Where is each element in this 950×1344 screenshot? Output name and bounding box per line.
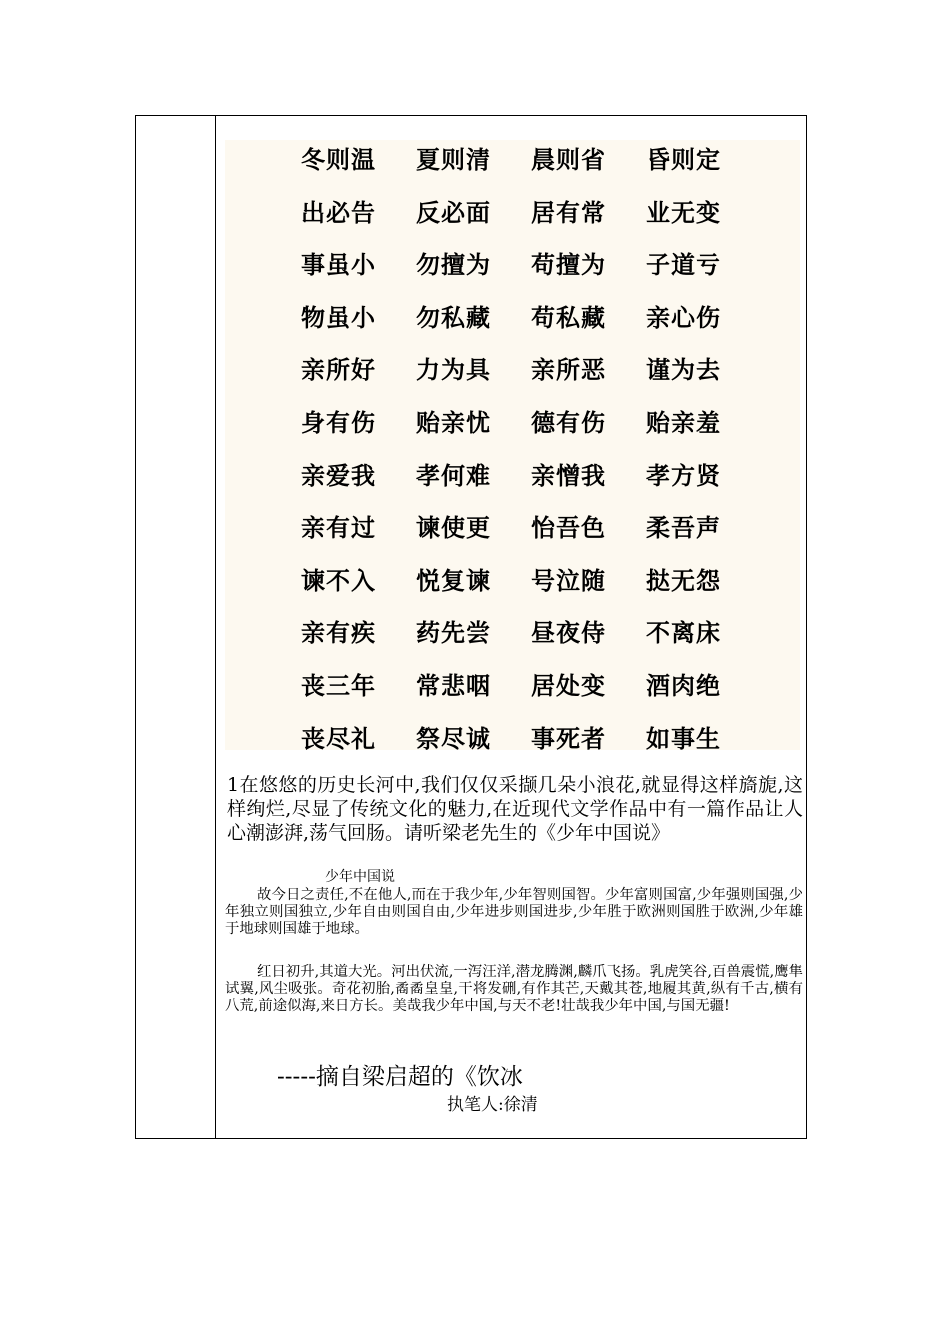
verse-phrase: 祭尽诚 xyxy=(416,723,491,753)
verse-phrase: 亲有疾 xyxy=(301,618,376,648)
verse-row xyxy=(225,298,800,350)
intro-paragraph: 1在悠悠的历史长河中,我们仅仅采撷几朵小浪花,就显得这样旖旎,这样绚烂,尽显了传统文化的魅力,在近现代文学作品中有一篇作品让人心潮澎湃,荡气回肠。请听梁老先生的《少年中国说》 xyxy=(227,774,803,844)
verse-phrase: 子道亏 xyxy=(646,250,721,280)
verse-phrase: 亲所恶 xyxy=(531,355,606,385)
verse-phrase: 谨为去 xyxy=(646,355,721,385)
poem-title: 少年中国说 xyxy=(325,869,395,885)
verse-phrase: 悦复谏 xyxy=(416,565,491,595)
verse-phrase: 亲所好 xyxy=(301,355,376,385)
verse-block xyxy=(225,140,800,753)
verse-phrase: 力为具 xyxy=(416,355,491,385)
label-column xyxy=(136,116,216,1138)
verse-row xyxy=(225,456,800,508)
verse-phrase: 勿擅为 xyxy=(416,250,491,280)
verse-phrase: 谏不入 xyxy=(301,565,376,595)
verse-phrase: 夏则清 xyxy=(416,145,491,174)
verse-phrase: 如事生 xyxy=(646,723,721,753)
verse-phrase: 业无变 xyxy=(646,197,721,227)
verse-phrase: 冬则温 xyxy=(301,145,376,174)
verse-row xyxy=(225,666,800,718)
verse-phrase: 身有伤 xyxy=(301,408,376,437)
verse-phrase: 居有常 xyxy=(531,197,606,227)
verse-phrase: 反必面 xyxy=(416,197,491,227)
verse-phrase: 昼夜侍 xyxy=(531,618,606,648)
verse-row xyxy=(225,193,800,245)
verse-phrase: 贻亲忧 xyxy=(416,408,491,437)
verse-phrase: 常悲咽 xyxy=(416,671,491,700)
verse-phrase: 物虽小 xyxy=(301,302,376,332)
verse-phrase: 挞无怨 xyxy=(646,565,721,595)
verse-row xyxy=(225,403,800,455)
verse-phrase: 昏则定 xyxy=(646,145,721,174)
poem-paragraph-1: 故今日之责任,不在他人,而在于我少年,少年智则国智。少年富则国富,少年强则国强,少年独立则国独立,少年自由则国自由,少年进步则国进步,少年胜于欧洲则国胜于欧洲,少年雄于地球则国雄于地球。 xyxy=(225,887,803,937)
lesson-table xyxy=(135,115,807,1139)
verse-phrase: 亲有过 xyxy=(301,513,376,543)
verse-phrase: 谏使更 xyxy=(416,513,491,543)
verse-phrase: 亲心伤 xyxy=(646,302,721,332)
verse-phrase: 勿私藏 xyxy=(416,302,491,332)
verse-phrase: 出必告 xyxy=(301,197,376,227)
poem-paragraph-2: 红日初升,其道大光。河出伏流,一泻汪洋,潜龙腾渊,麟爪飞扬。乳虎笑谷,百兽震慌,鹰隼试翼,风尘吸张。奇花初胎,矞矞皇皇,干将发硎,有作其芒,天戴其苍,地履其黄,纵有千古,横有八荒,前途似海,来日方长。美哉我少年中国,与天不老!壮哉我少年中国,与国无疆! xyxy=(225,964,803,1014)
poem-source: -----摘自梁启超的《饮冰 xyxy=(277,1064,523,1090)
verse-phrase: 亲爱我 xyxy=(301,460,376,490)
verse-phrase: 事死者 xyxy=(531,723,606,753)
verse-phrase: 酒肉绝 xyxy=(646,671,721,700)
verse-phrase: 号泣随 xyxy=(531,565,606,595)
verse-row xyxy=(225,561,800,613)
verse-phrase: 事虽小 xyxy=(301,250,376,280)
verse-phrase: 亲憎我 xyxy=(531,460,606,490)
verse-phrase: 孝方贤 xyxy=(646,460,721,490)
verse-phrase: 不离床 xyxy=(646,618,721,648)
content-column xyxy=(217,116,806,1138)
verse-phrase: 丧尽礼 xyxy=(301,723,376,753)
verse-phrase: 德有伤 xyxy=(531,408,606,437)
verse-phrase: 药先尝 xyxy=(416,618,491,648)
verse-phrase: 丧三年 xyxy=(301,671,376,700)
verse-row xyxy=(225,719,800,771)
verse-phrase: 贻亲羞 xyxy=(646,408,721,437)
author-line: 执笔人:徐清 xyxy=(447,1095,538,1115)
verse-phrase: 苟私藏 xyxy=(531,302,606,332)
verse-phrase: 晨则省 xyxy=(531,145,606,174)
verse-phrase: 苟擅为 xyxy=(531,250,606,280)
verse-phrase: 怡吾色 xyxy=(531,513,606,543)
verse-phrase: 柔吾声 xyxy=(646,513,721,543)
verse-row xyxy=(225,140,800,192)
verse-row xyxy=(225,245,800,297)
verse-row xyxy=(225,613,800,665)
verse-phrase: 孝何难 xyxy=(416,460,491,490)
verse-phrase: 居处变 xyxy=(531,671,606,700)
verse-row xyxy=(225,508,800,560)
verse-row xyxy=(225,350,800,402)
